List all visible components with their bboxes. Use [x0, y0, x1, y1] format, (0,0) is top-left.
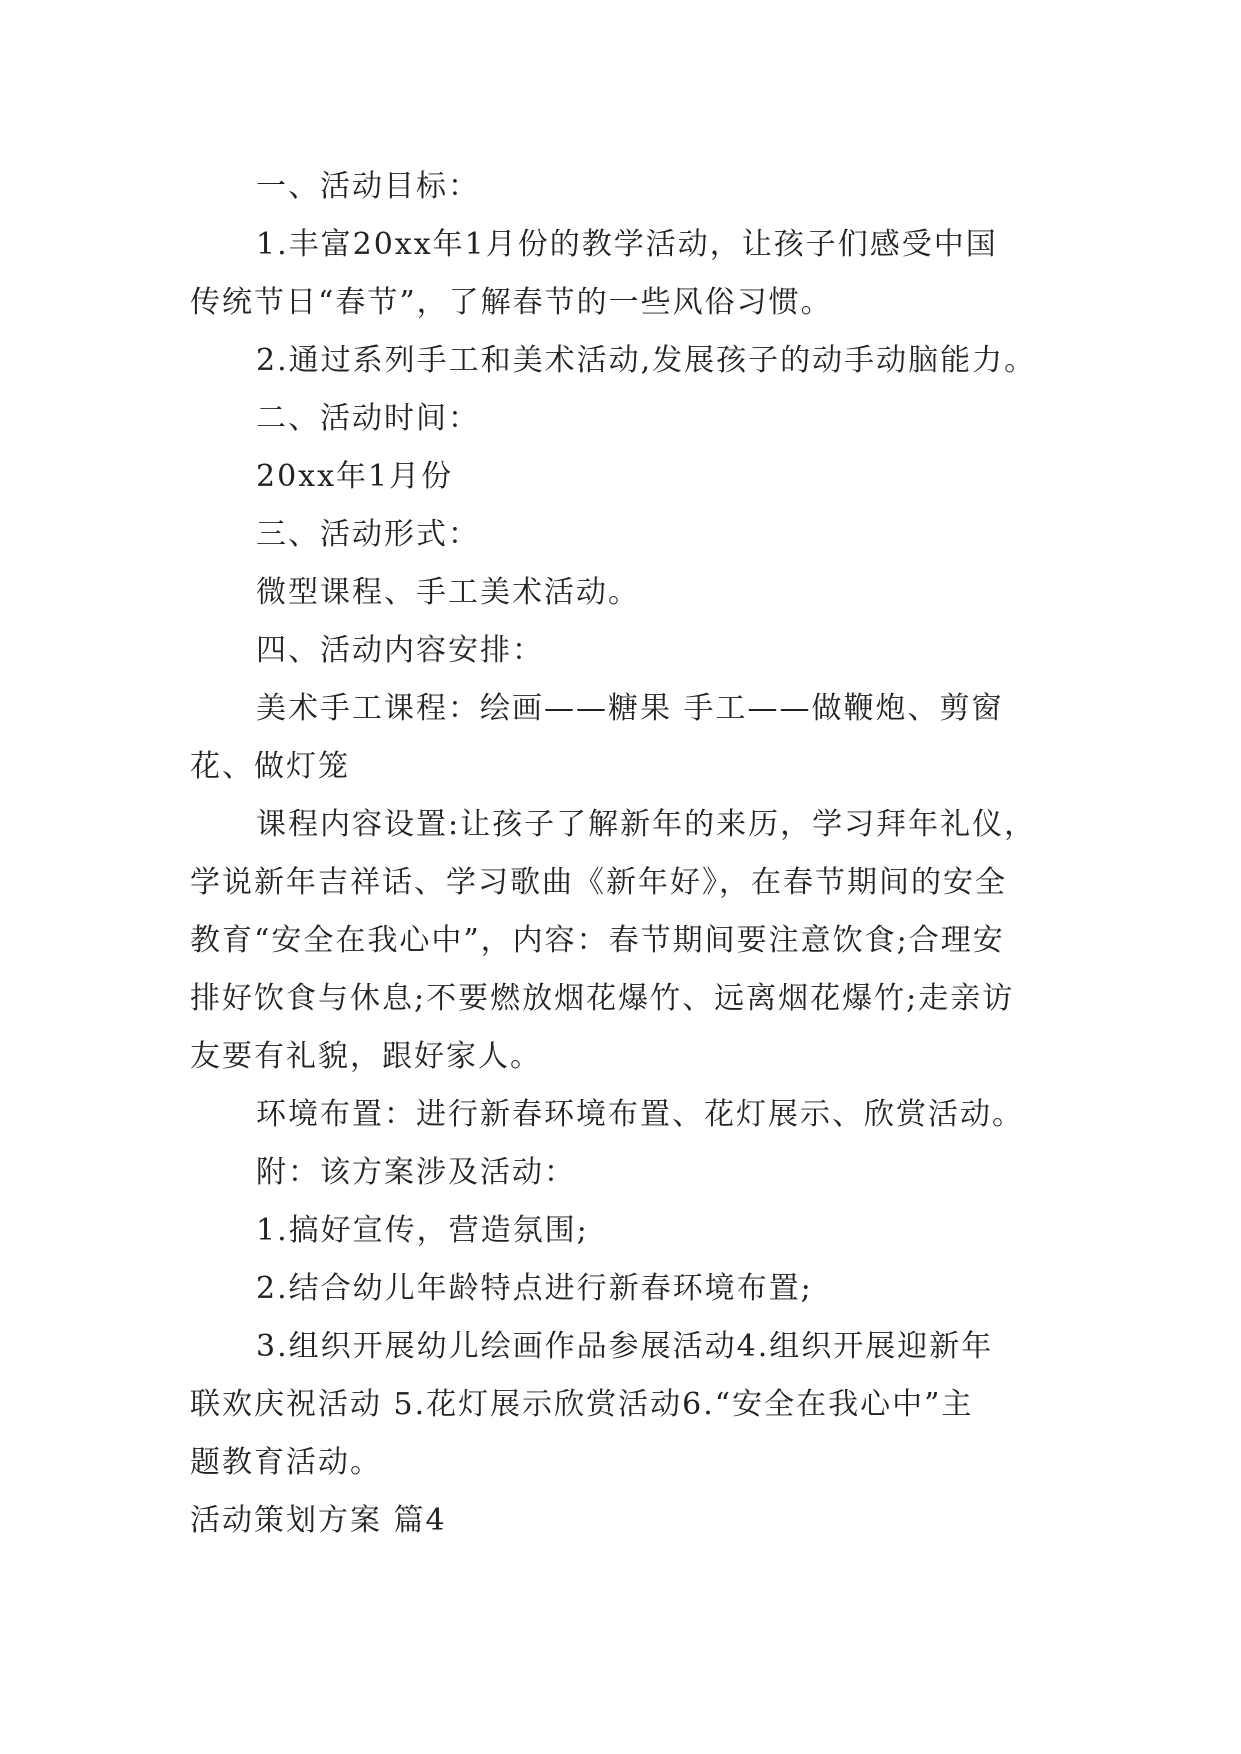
course-content-paragraph [190, 796, 1070, 1086]
heading-activity-goals: 一、活动目标： [256, 169, 480, 204]
goal-2: 2.通过系列手工和美术活动,发展孩子的动手动脑能力。 [256, 343, 1037, 378]
environment-setup: 环境布置：进行新春环境布置、花灯展示、欣赏活动。 [256, 1097, 1024, 1132]
appendix-item-3 [190, 1318, 1070, 1492]
course-content-line-2: 学说新年吉祥话、学习歌曲《新年好》，在春节期间的安全 [190, 865, 1007, 900]
goal-1 [190, 216, 1070, 332]
goal-1-line-1: 1.丰富20xx年1月份的教学活动，让孩子们感受中国 [256, 227, 998, 262]
section-title: 活动策划方案 篇4 [190, 1503, 447, 1538]
goal-1-line-2: 传统节日“春节”，了解春节的一些风俗习惯。 [190, 285, 833, 320]
course-content-line-1: 课程内容设置:让孩子了解新年的来历，学习拜年礼仪， [256, 807, 1037, 842]
art-course-line-1: 美术手工课程：绘画——糖果 手工——做鞭炮、剪窗 [256, 691, 1004, 726]
art-course-line-2: 花、做灯笼 [190, 749, 350, 784]
appendix-item-1: 1.搞好宣传，营造氛围; [256, 1213, 589, 1248]
heading-activity-form: 三、活动形式： [256, 517, 480, 552]
document-page [190, 158, 1070, 1550]
art-course-paragraph [190, 680, 1070, 796]
course-content-line-4: 排好饮食与休息;不要燃放烟花爆竹、远离烟花爆竹;走亲访 [190, 981, 1015, 1016]
course-content-line-3: 教育“安全在我心中”，内容：春节期间要注意饮食;合理安 [190, 923, 1005, 958]
appendix-heading: 附：该方案涉及活动： [256, 1155, 576, 1190]
appendix-item-2: 2.结合幼儿年龄特点进行新春环境布置; [256, 1271, 813, 1306]
appendix-item-3-line-3: 题教育活动。 [190, 1445, 382, 1480]
course-content-line-5: 友要有礼貌，跟好家人。 [190, 1039, 542, 1074]
activity-form-value: 微型课程、手工美术活动。 [256, 575, 640, 610]
heading-activity-time: 二、活动时间： [256, 401, 480, 436]
heading-activity-content: 四、活动内容安排： [256, 633, 544, 668]
appendix-item-3-line-1: 3.组织开展幼儿绘画作品参展活动4.组织开展迎新年 [256, 1329, 994, 1364]
appendix-item-3-line-2: 联欢庆祝活动 5.花灯展示欣赏活动6.“安全在我心中”主 [190, 1387, 974, 1422]
activity-time-value: 20xx年1月份 [256, 459, 454, 494]
